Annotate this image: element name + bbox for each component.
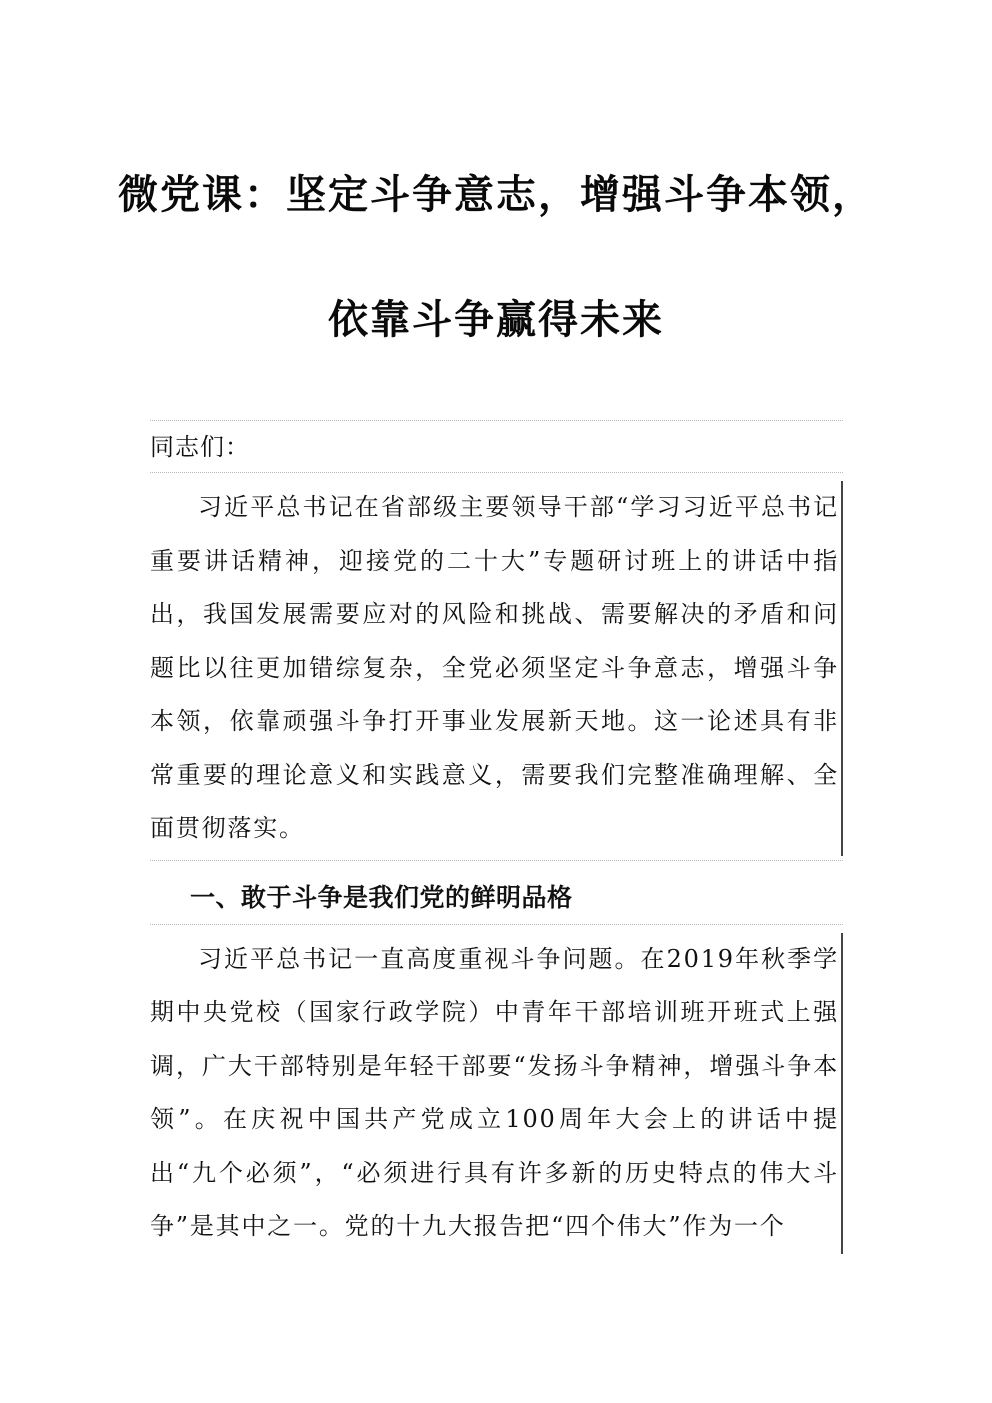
salutation: 同志们： [150, 433, 250, 461]
document-title-line-1: 微党课：坚定斗争意志，增强斗争本领， [118, 171, 874, 218]
divider [150, 924, 843, 925]
section-heading-1: 一、敢于斗争是我们党的鲜明品格 [190, 882, 573, 912]
document-body [150, 420, 843, 1258]
body-paragraph-1: 习近平总书记在省部级主要领导干部“学习习近平总书记重要讲话精神，迎接党的二十大”专题研讨班上的讲话中指出，我国发展需要应对的风险和挑战、需要解决的矛盾和问题比以往更加错综复杂，全党必须坚定斗争意志，增强斗争本领，依靠顽强斗争打开事业发展新天地。这一论述具有非常重要的理论意义和实践意义，需要我们完整准确理解、全面贯彻落实。 [150, 481, 843, 856]
document-title-line-2: 依靠斗争赢得未来 [328, 296, 664, 343]
divider [150, 472, 843, 473]
body-paragraph-2: 习近平总书记一直高度重视斗争问题。在2019年秋季学期中央党校（国家行政学院）中青年干部培训班开班式上强调，广大干部特别是年轻干部要“发扬斗争精神，增强斗争本领”。在庆祝中国共产党成立100周年大会上的讲话中提出“九个必须”，“必须进行具有许多新的历史特点的伟大斗争”是其中之一。党的十九大报告把“四个伟大”作为一个 [150, 933, 843, 1254]
